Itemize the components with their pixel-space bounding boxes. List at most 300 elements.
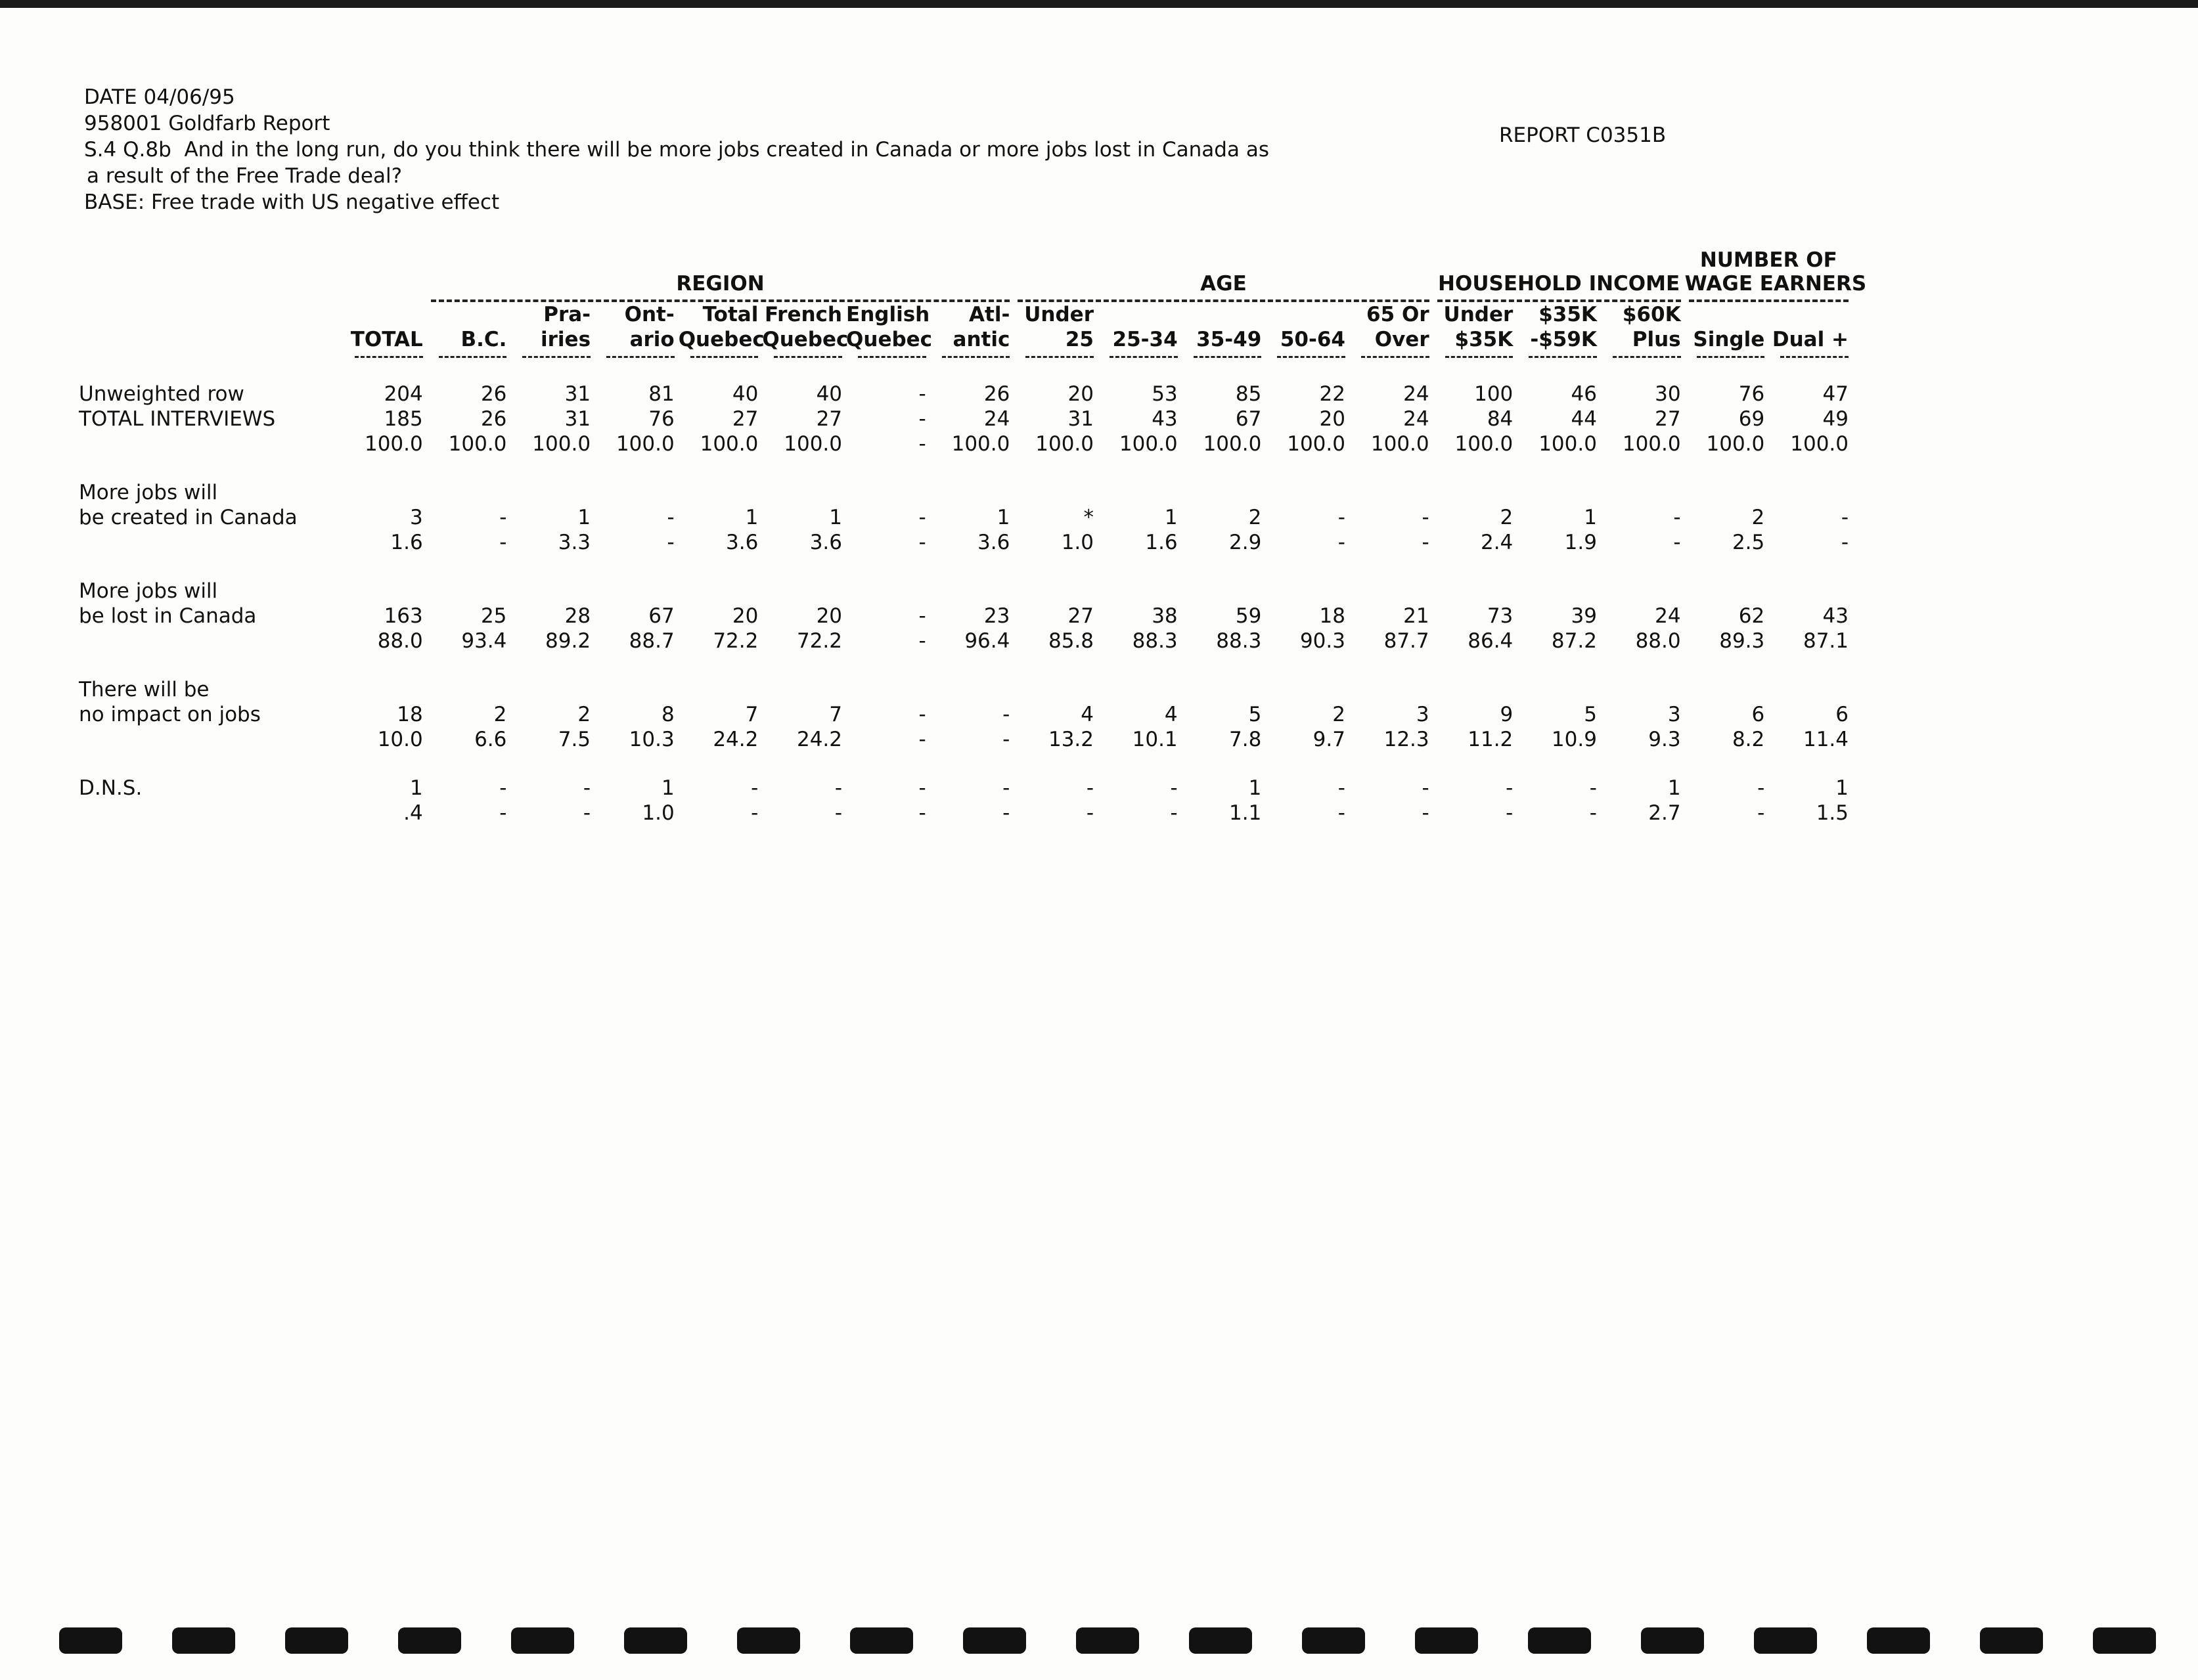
table-cell: - (1002, 728, 1010, 751)
column-header-line1 (1182, 302, 1262, 327)
table-cell: 100.0 (532, 432, 591, 456)
table-cell: - (1757, 801, 1765, 825)
table-cell: 11.2 (1468, 728, 1514, 751)
base-line: BASE: Free trade with US negative effect (84, 190, 500, 214)
table-cell: 10.9 (1551, 728, 1597, 751)
table-cell: 100.0 (1203, 432, 1262, 456)
table-cell: 87.2 (1551, 629, 1597, 653)
row-label: Unweighted row (79, 382, 244, 406)
column-header (510, 302, 594, 358)
table-cell: - (1337, 531, 1345, 554)
column-header-line1: Total (702, 303, 759, 326)
column-header-line2: ario (629, 328, 675, 351)
table-cell: 9.7 (1312, 728, 1345, 751)
table-cell: 27 (1655, 407, 1681, 431)
table-cell: 100.0 (1454, 432, 1514, 456)
column-header-line2: Quebec (678, 328, 765, 351)
table-cell: - (1337, 801, 1345, 825)
feed-hole (1641, 1627, 1704, 1654)
table-cell: 2 (1500, 506, 1514, 529)
table-cell: 3.6 (809, 531, 843, 554)
table-cell: 1.1 (1229, 801, 1262, 825)
table-cell: 3 (410, 506, 423, 529)
table-cell: 46 (1571, 382, 1597, 406)
table-cell: - (918, 382, 926, 406)
column-header-line2: TOTAL (350, 328, 423, 351)
row-label: There will be (79, 678, 210, 701)
table-cell: 20 (1067, 382, 1094, 406)
table-cell: * (1083, 506, 1094, 529)
table-cell: 18 (397, 703, 423, 726)
table-cell: - (1673, 531, 1681, 554)
table-cell: 1 (1248, 776, 1262, 800)
row-label: no impact on jobs (79, 703, 261, 726)
feed-hole (1528, 1627, 1591, 1654)
table-cell: - (918, 432, 926, 456)
table-cell: 72.2 (796, 629, 843, 653)
row-label: be lost in Canada (79, 604, 257, 628)
table-cell: 24 (1403, 407, 1429, 431)
table-cell: 31 (1067, 407, 1094, 431)
table-cell: 7 (829, 703, 843, 726)
column-header-row (79, 302, 1852, 358)
table-cell: - (751, 801, 759, 825)
table-cell: 85.8 (1048, 629, 1094, 653)
table-cell: - (1170, 776, 1178, 800)
column-header-line2: 35-49 (1196, 328, 1262, 351)
feed-hole (850, 1627, 913, 1654)
row-label: D.N.S. (79, 776, 143, 800)
column-header-line2: Over (1374, 328, 1429, 351)
table-cell: 2 (1332, 703, 1345, 726)
feed-hole (737, 1627, 800, 1654)
table-cell: - (667, 531, 675, 554)
table-cell: - (918, 703, 926, 726)
table-cell: 100.0 (1119, 432, 1178, 456)
table-cell: 1 (745, 506, 759, 529)
table-cell: 1.5 (1816, 801, 1849, 825)
column-header-line1: Atl- (969, 303, 1010, 326)
table-cell: 1.6 (1145, 531, 1178, 554)
table-cell: 6 (1751, 703, 1765, 726)
column-header-line2: B.C. (460, 328, 507, 351)
table-cell: 30 (1655, 382, 1681, 406)
table-cell: 4 (1164, 703, 1178, 726)
row-label (79, 629, 343, 653)
table-cell: 89.2 (545, 629, 591, 653)
table-cell: 100.0 (1370, 432, 1429, 456)
column-header-line1: Under (1443, 303, 1514, 326)
column-header (1265, 302, 1349, 358)
table-cell: 47 (1822, 382, 1849, 406)
table-cell: - (1422, 506, 1429, 529)
table-cell: 89.3 (1719, 629, 1765, 653)
column-header (679, 302, 763, 358)
table-cell: 85 (1235, 382, 1262, 406)
table-cell: 27 (816, 407, 843, 431)
table-row (79, 530, 1852, 555)
column-header-line2: Quebec (846, 328, 933, 351)
table-cell: 10.1 (1132, 728, 1178, 751)
row-label (79, 801, 343, 826)
report-date: DATE 04/06/95 (84, 85, 235, 109)
table-cell: 25 (480, 604, 507, 628)
table-cell: - (1506, 801, 1514, 825)
table-cell: - (918, 776, 926, 800)
table-cell: - (1086, 801, 1094, 825)
table-row (79, 407, 1852, 431)
feed-hole (1415, 1627, 1478, 1654)
table-cell: 100.0 (1538, 432, 1597, 456)
table-cell: 40 (732, 382, 759, 406)
table-cell: 3.3 (558, 531, 591, 554)
table-cell: 163 (384, 604, 423, 628)
table-cell: 5 (1584, 703, 1597, 726)
row-label: More jobs will (79, 579, 218, 603)
column-header (1349, 302, 1433, 358)
table-cell: - (1170, 801, 1178, 825)
table-cell: 88.0 (1635, 629, 1681, 653)
column-header-line1: 65 Or (1366, 303, 1429, 326)
table-row (79, 480, 1852, 505)
column-header (1433, 302, 1517, 358)
table-cell: 1 (1584, 506, 1597, 529)
table-cell: 27 (732, 407, 759, 431)
table-body (79, 358, 1852, 826)
table-row (79, 801, 1852, 826)
table-cell: 100.0 (616, 432, 675, 456)
table-cell: 69 (1738, 407, 1765, 431)
column-header (1685, 302, 1769, 358)
table-cell: 87.7 (1383, 629, 1429, 653)
feed-hole (1302, 1627, 1365, 1654)
table-row (79, 677, 1852, 702)
table-row (79, 431, 1852, 456)
table-cell: 93.4 (461, 629, 507, 653)
column-header (1182, 302, 1266, 358)
feed-hole (1189, 1627, 1252, 1654)
table-cell: 5 (1248, 703, 1262, 726)
table-cell: 96.4 (964, 629, 1010, 653)
column-header (1098, 302, 1182, 358)
column-header-line1: Pra- (543, 303, 591, 326)
table-cell: 88.7 (629, 629, 675, 653)
column-header-line2: 50-64 (1280, 328, 1345, 351)
column-header-line1 (343, 302, 423, 327)
table-cell: 1.9 (1564, 531, 1597, 554)
column-header-line2: iries (541, 328, 591, 351)
column-header (1768, 302, 1852, 358)
column-header (930, 302, 1014, 358)
table-cell: - (1002, 703, 1010, 726)
table-cell: - (918, 604, 926, 628)
table-cell: - (583, 801, 591, 825)
table-cell: 185 (384, 407, 423, 431)
table-cell: 26 (480, 407, 507, 431)
table-cell: 26 (983, 382, 1010, 406)
table-cell: 21 (1403, 604, 1429, 628)
column-header (846, 302, 933, 358)
table-cell: - (1422, 531, 1429, 554)
table-cell: 53 (1152, 382, 1178, 406)
table-cell: 1 (577, 506, 591, 529)
table-cell: 3.6 (726, 531, 759, 554)
column-header-line1 (1768, 302, 1849, 327)
table-cell: 76 (648, 407, 675, 431)
table-cell: 18 (1319, 604, 1345, 628)
table-cell: 100.0 (784, 432, 843, 456)
table-cell: - (667, 506, 675, 529)
table-cell: 20 (816, 604, 843, 628)
row-label (79, 727, 343, 752)
table-cell: - (1589, 801, 1597, 825)
column-header-line2: 25 (1065, 328, 1094, 351)
table-cell: - (499, 531, 507, 554)
feed-hole (1980, 1627, 2043, 1654)
table-row (79, 702, 1852, 727)
column-header-line1 (1265, 302, 1345, 327)
feed-hole (398, 1627, 461, 1654)
table-cell: 100.0 (1706, 432, 1765, 456)
table-cell: 62 (1738, 604, 1765, 628)
question-line-2: a result of the Free Trade deal? (87, 164, 403, 188)
table-row (79, 579, 1852, 604)
table-row (79, 382, 1852, 407)
table-cell: 24 (1655, 604, 1681, 628)
column-header-line2: 25-34 (1112, 328, 1178, 351)
table-cell: 2.5 (1732, 531, 1765, 554)
table-cell: 7.8 (1229, 728, 1262, 751)
table-cell: 23 (983, 604, 1010, 628)
table-cell: 27 (1067, 604, 1094, 628)
table-cell: 67 (648, 604, 675, 628)
table-cell: 2.4 (1480, 531, 1514, 554)
table-cell: 22 (1319, 382, 1345, 406)
table-cell: - (1506, 776, 1514, 800)
table-cell: 204 (384, 382, 423, 406)
feed-hole (511, 1627, 574, 1654)
table-cell: 31 (564, 407, 591, 431)
table-cell: 76 (1738, 382, 1765, 406)
table-cell: - (918, 531, 926, 554)
table-row (79, 629, 1852, 653)
table-cell: 90.3 (1299, 629, 1345, 653)
table-cell: 2.7 (1648, 801, 1681, 825)
column-header (594, 302, 679, 358)
table-cell: 100.0 (1622, 432, 1681, 456)
table-cell: .4 (403, 801, 423, 825)
table-cell: 6 (1835, 703, 1849, 726)
report-name: 958001 Goldfarb Report (84, 112, 330, 135)
table-cell: 84 (1487, 407, 1514, 431)
table-cell: 88.3 (1216, 629, 1262, 653)
column-header-line2: antic (953, 328, 1010, 351)
column-header-line2: Quebec (762, 328, 849, 351)
table-cell: 87.1 (1803, 629, 1849, 653)
table-cell: 2 (493, 703, 507, 726)
table-cell: 2.9 (1229, 531, 1262, 554)
column-header (762, 302, 849, 358)
tractor-feed-holes (59, 1627, 2135, 1654)
table-cell: 88.3 (1132, 629, 1178, 653)
table-cell: 1.0 (642, 801, 675, 825)
table-cell: 8 (661, 703, 675, 726)
table-cell: 1 (1667, 776, 1681, 800)
table-cell: 43 (1152, 407, 1178, 431)
table-cell: - (1002, 776, 1010, 800)
column-header-line1 (1098, 302, 1178, 327)
table-cell: 24.2 (713, 728, 759, 751)
table-cell: - (918, 629, 926, 653)
table-cell: 81 (648, 382, 675, 406)
row-label: be created in Canada (79, 506, 298, 529)
column-header-line2: Plus (1632, 328, 1681, 351)
table-cell: 100 (1474, 382, 1514, 406)
table-row (79, 727, 1852, 752)
table-cell: 100.0 (448, 432, 507, 456)
report-header (84, 84, 1269, 215)
table-cell: 28 (564, 604, 591, 628)
table-cell: 40 (816, 382, 843, 406)
table-cell: 11.4 (1803, 728, 1849, 751)
household-income-group: HOUSEHOLD INCOME (1433, 248, 1685, 302)
column-header (427, 302, 511, 358)
table-cell: 24 (983, 407, 1010, 431)
age-group: AGE (1014, 248, 1433, 302)
table-cell: 4 (1081, 703, 1094, 726)
report-code: REPORT C0351B (1499, 123, 1667, 147)
top-edge (0, 0, 2198, 8)
table-cell: - (1002, 801, 1010, 825)
table-cell: 3 (1667, 703, 1681, 726)
table-cell: - (1086, 776, 1094, 800)
table-cell: 67 (1235, 407, 1262, 431)
table-cell: 1 (410, 776, 423, 800)
column-header (1517, 302, 1601, 358)
wage-earners-group: NUMBER OF WAGE EARNERS (1685, 248, 1852, 302)
table-cell: - (1422, 776, 1429, 800)
column-header-line1: $35K (1538, 303, 1597, 326)
table-cell: 26 (480, 382, 507, 406)
table-cell: - (834, 801, 843, 825)
row-label: TOTAL INTERVIEWS (79, 407, 276, 431)
table-cell: 24 (1403, 382, 1429, 406)
table-cell: 24.2 (796, 728, 843, 751)
table-cell: 59 (1235, 604, 1262, 628)
table-cell: 9.3 (1648, 728, 1681, 751)
table-cell: - (1337, 776, 1345, 800)
column-header-line2: $35K (1454, 328, 1514, 351)
table-cell: 44 (1571, 407, 1597, 431)
table-cell: 1 (997, 506, 1010, 529)
table-cell: 7.5 (558, 728, 591, 751)
crosstab-table (79, 248, 1867, 826)
column-header-line1: French (764, 303, 843, 326)
table-cell: 1 (661, 776, 675, 800)
table-cell: - (751, 776, 759, 800)
table-row (79, 505, 1852, 530)
column-header-line1 (427, 302, 507, 327)
feed-hole (172, 1627, 235, 1654)
table-cell: 10.0 (377, 728, 423, 751)
table-cell: 1.6 (390, 531, 423, 554)
table-cell: 20 (1319, 407, 1345, 431)
table-cell: 1 (1835, 776, 1849, 800)
table-cell: 86.4 (1468, 629, 1514, 653)
column-header-line1 (1685, 302, 1765, 327)
table-cell: 3 (1416, 703, 1429, 726)
table-cell: 1.0 (1061, 531, 1094, 554)
table-cell: - (1841, 506, 1849, 529)
table-cell: 20 (732, 604, 759, 628)
table-cell: - (1337, 506, 1345, 529)
table-cell: 6.6 (474, 728, 507, 751)
table-row (79, 776, 1852, 801)
column-header (1014, 302, 1098, 358)
table-cell: 100.0 (1035, 432, 1094, 456)
column-header-line2: Dual + (1772, 328, 1849, 351)
table-cell: 1 (1164, 506, 1178, 529)
table-cell: - (918, 728, 926, 751)
column-header (1601, 302, 1685, 358)
table-cell: - (1673, 506, 1681, 529)
table-cell: 38 (1152, 604, 1178, 628)
table-cell: - (834, 776, 843, 800)
table-cell: - (583, 776, 591, 800)
table-cell: - (918, 801, 926, 825)
row-label (79, 431, 343, 456)
column-header-line1: $60K (1622, 303, 1681, 326)
table-cell: - (1422, 801, 1429, 825)
table-cell: 88.0 (377, 629, 423, 653)
feed-hole (285, 1627, 348, 1654)
table-cell: 13.2 (1048, 728, 1094, 751)
table-cell: 10.3 (629, 728, 675, 751)
table-cell: 31 (564, 382, 591, 406)
table-cell: - (499, 801, 507, 825)
feed-hole (59, 1627, 122, 1654)
column-header-line2: -$59K (1530, 328, 1597, 351)
column-header-line1: Under (1024, 303, 1094, 326)
column-header-line1: Ont- (624, 303, 675, 326)
table-cell: 1 (829, 506, 843, 529)
group-header-row (79, 248, 1852, 302)
table-cell: 2 (1751, 506, 1765, 529)
table-cell: 3.6 (977, 531, 1010, 554)
table-cell: 73 (1487, 604, 1514, 628)
question-line-1: S.4 Q.8b And in the long run, do you think there will be more jobs created in Canada or more jobs lost in Canada as (84, 138, 1269, 162)
table-cell: 100.0 (1790, 432, 1849, 456)
table-cell: 9 (1500, 703, 1514, 726)
table-cell: - (499, 776, 507, 800)
table-cell: 100.0 (951, 432, 1010, 456)
table-cell: 7 (745, 703, 759, 726)
table-cell: 12.3 (1383, 728, 1429, 751)
column-header-line1: English (846, 303, 930, 326)
table-cell: 49 (1822, 407, 1849, 431)
table-cell: 100.0 (1287, 432, 1345, 456)
table-cell: 8.2 (1732, 728, 1765, 751)
table-cell: 72.2 (713, 629, 759, 653)
feed-hole (963, 1627, 1026, 1654)
row-label (79, 530, 343, 555)
table-cell: - (1757, 776, 1765, 800)
table-cell: - (918, 407, 926, 431)
table-cell: 2 (1248, 506, 1262, 529)
table-cell: 43 (1822, 604, 1849, 628)
column-header-line2: Single (1693, 328, 1765, 351)
table-cell: 100.0 (364, 432, 423, 456)
